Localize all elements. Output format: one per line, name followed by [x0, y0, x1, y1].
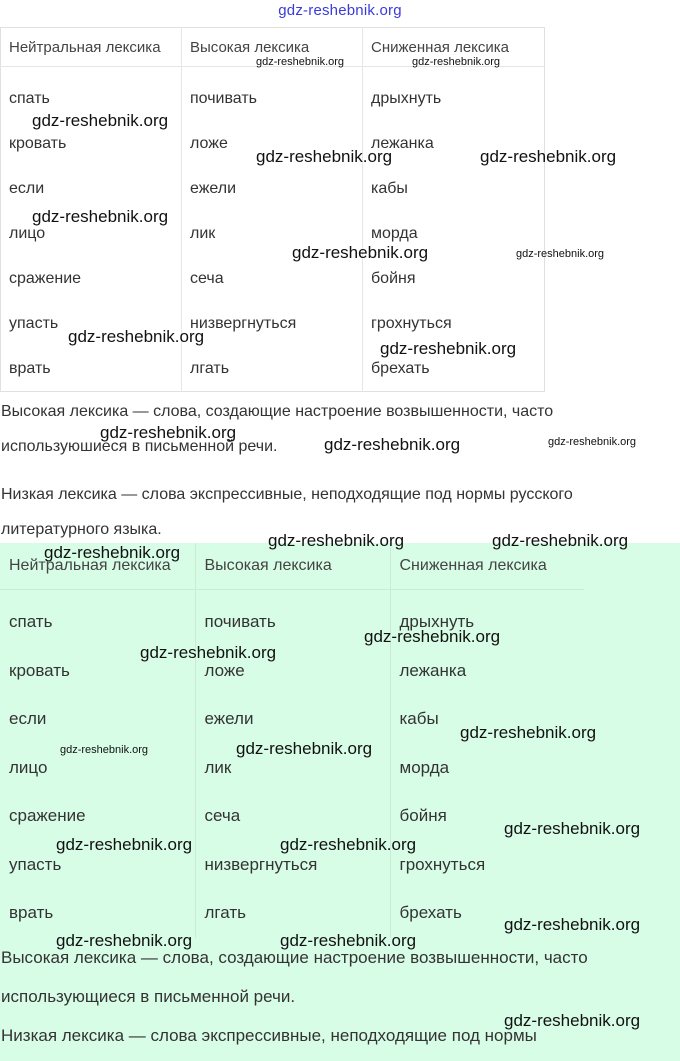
header-neutral: Нейтральная лексика	[1, 28, 182, 67]
cell-high: низвергнуться	[195, 841, 390, 890]
cell-high: сеча	[195, 792, 390, 841]
cell-low: лежанка	[399, 660, 467, 680]
cell-low: бойня	[399, 806, 447, 826]
watermark-text: gdz-reshebnik.org	[504, 1011, 641, 1030]
watermark-text: gdz-reshebnik.org	[548, 436, 637, 448]
cell-neutral: если	[1, 166, 182, 211]
cell-high: сеча	[182, 256, 363, 301]
watermark-text: gdz-reshebnik.org	[460, 723, 597, 742]
cell-neutral: упасть	[0, 841, 195, 890]
watermark-text: gdz-reshebnik.org	[280, 931, 417, 950]
cell-low: грохнуться	[399, 854, 486, 874]
header-high: Высокая лексика	[195, 543, 390, 590]
watermark-text: gdz-reshebnik.org	[256, 147, 393, 166]
table-row	[1, 256, 545, 301]
cell-low: дрыхнуть	[399, 612, 475, 632]
cell-low: брехать	[371, 359, 430, 377]
header-high: Высокая лексика	[182, 28, 363, 67]
section-plain	[0, 27, 680, 547]
watermark-text: gdz-reshebnik.org	[324, 435, 461, 454]
cell-high: ежели	[182, 166, 363, 211]
cell-high: лгать	[195, 889, 390, 938]
table-row	[0, 647, 584, 696]
watermark-text: gdz-reshebnik.org	[32, 207, 169, 226]
watermark-text: gdz-reshebnik.org	[236, 739, 373, 758]
header-low: Сниженная лексика	[363, 28, 545, 67]
cell-low: кабы	[399, 709, 439, 729]
watermark-text: gdz-reshebnik.org	[60, 744, 149, 756]
cell-neutral: упасть	[1, 301, 182, 346]
cell-low: грохнуться	[371, 314, 452, 332]
cell-high: почивать	[195, 590, 390, 647]
cell-high: ежели	[195, 695, 390, 744]
watermark-text: gdz-reshebnik.org	[364, 627, 501, 646]
cell-neutral: врать	[0, 889, 195, 938]
watermark-text: gdz-reshebnik.org	[480, 147, 617, 166]
watermark-text: gdz-reshebnik.org	[292, 243, 429, 262]
table-row	[1, 166, 545, 211]
cell-neutral: спать	[0, 590, 195, 647]
cell-low: дрыхнуть	[371, 89, 442, 107]
cell-high: ложе	[182, 121, 363, 166]
cell-neutral: сражение	[1, 256, 182, 301]
cell-low: лежанка	[371, 134, 434, 152]
watermark-text: gdz-reshebnik.org	[380, 339, 517, 358]
cell-neutral: кровать	[1, 121, 182, 166]
header-low: Сниженная лексика	[390, 543, 584, 590]
cell-neutral: если	[0, 695, 195, 744]
watermark-text: gdz-reshebnik.org	[268, 531, 405, 550]
cell-high: почивать	[182, 67, 363, 122]
watermark-text: gdz-reshebnik.org	[68, 327, 205, 346]
cell-low: морда	[399, 757, 450, 777]
table-row	[0, 792, 584, 841]
low-lexicon-definition: Низкая лексика — слова экспрессивные, неподходящие под нормы	[1, 1025, 537, 1045]
cell-high: лгать	[182, 346, 363, 392]
cell-neutral: сражение	[0, 792, 195, 841]
header-neutral: Нейтральная лексика	[0, 543, 195, 590]
section-highlighted	[0, 543, 680, 1061]
watermark-text: gdz-reshebnik.org	[256, 56, 345, 68]
high-lexicon-definition: Высокая лексика — слова, создающие настроение возвышенности, часто используюшиеся в письменной речи.	[1, 403, 554, 455]
watermark-text: gdz-reshebnik.org	[32, 111, 169, 130]
watermark-text: gdz-reshebnik.org	[492, 531, 629, 550]
cell-low: морда	[371, 224, 418, 242]
watermark-text: gdz-reshebnik.org	[504, 819, 641, 838]
cell-neutral: лицо	[0, 744, 195, 793]
watermark-text: gdz-reshebnik.org	[56, 835, 193, 854]
cell-high: лик	[195, 744, 390, 793]
watermark-text: gdz-reshebnik.org	[44, 543, 181, 562]
low-lexicon-definition: Низкая лексика — слова экспрессивные, неподходящие под нормы русского литературного языка.	[1, 486, 573, 538]
watermark-text: gdz-reshebnik.org	[516, 248, 605, 260]
cell-low: бойня	[371, 269, 416, 287]
watermark-text: gdz-reshebnik.org	[280, 835, 417, 854]
cell-neutral: кровать	[0, 647, 195, 696]
cell-neutral: врать	[1, 346, 182, 392]
site-header-link[interactable]: gdz-reshebnik.org	[278, 2, 402, 19]
cell-high: низвергнуться	[182, 301, 363, 346]
cell-neutral: лицо	[1, 211, 182, 256]
cell-low: кабы	[371, 179, 408, 197]
cell-low: брехать	[399, 903, 462, 923]
cell-neutral: спать	[1, 67, 182, 122]
cell-high: лик	[182, 211, 363, 256]
watermark-text: gdz-reshebnik.org	[504, 915, 641, 934]
watermark-text: gdz-reshebnik.org	[100, 423, 237, 442]
watermark-text: gdz-reshebnik.org	[140, 643, 277, 662]
watermark-text: gdz-reshebnik.org	[56, 931, 193, 950]
watermark-text: gdz-reshebnik.org	[412, 56, 501, 68]
high-lexicon-definition: Высокая лексика — слова, создающие настроение возвышенности, часто использующиеся в письменной речи.	[1, 947, 588, 1006]
cell-high: ложе	[195, 647, 390, 696]
